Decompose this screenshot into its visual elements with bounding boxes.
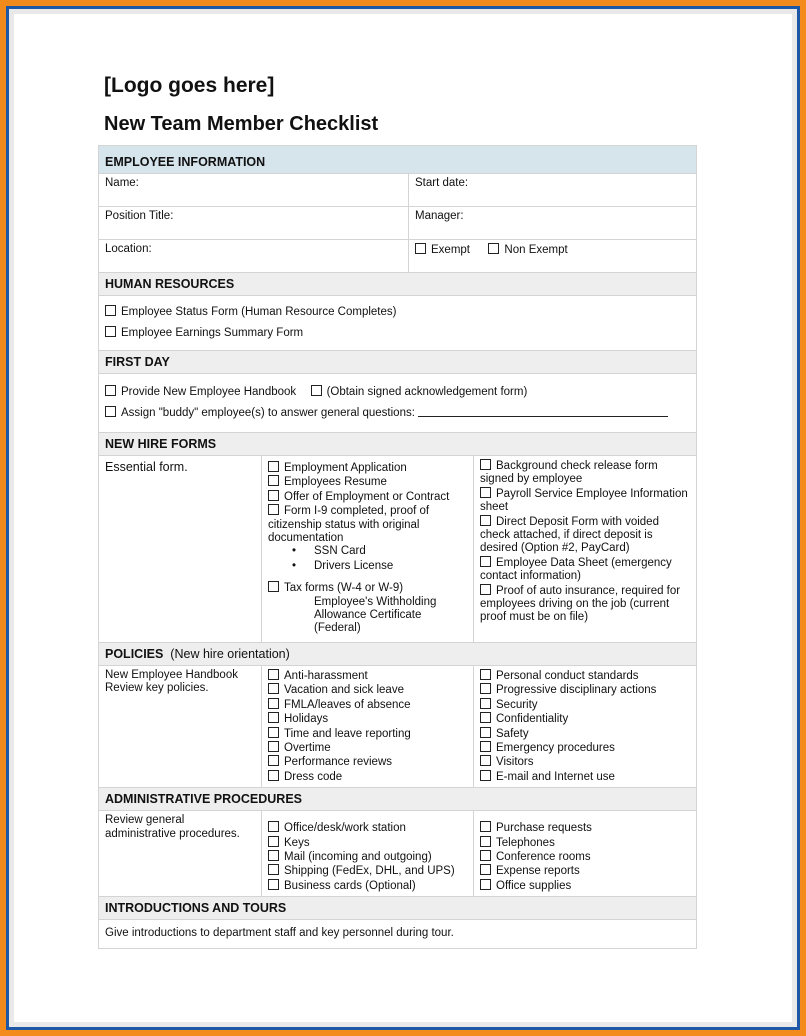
list-item: Overtime (268, 741, 467, 755)
list-item: Shipping (FedEx, DHL, and UPS) (268, 864, 467, 878)
checkbox[interactable] (480, 712, 491, 723)
position-title-field[interactable] (99, 207, 409, 240)
checkbox[interactable] (480, 741, 491, 752)
list-item: Employees Resume (268, 475, 467, 489)
checkbox[interactable] (268, 879, 279, 890)
checkbox[interactable] (480, 727, 491, 738)
checkbox[interactable] (268, 461, 279, 472)
checkbox[interactable] (268, 836, 279, 847)
location-field[interactable] (99, 240, 409, 273)
checkbox[interactable] (311, 385, 322, 396)
list-item: Employee Data Sheet (emergency (480, 556, 690, 570)
list-item: Payroll Service Employee Information (480, 487, 690, 501)
list-item: Conference rooms (480, 850, 690, 864)
list-item: Form I-9 completed, proof of (268, 504, 467, 518)
checkbox[interactable] (480, 836, 491, 847)
section-new-hire-forms (99, 433, 697, 456)
intros-text: Give introductions to department staff and key personnel during tour. (99, 920, 697, 948)
section-human-resources (99, 273, 697, 296)
document-title: New Team Member Checklist (104, 113, 379, 135)
list-item: Security (480, 698, 690, 712)
checkbox[interactable] (480, 556, 491, 567)
non-exempt-checkbox[interactable] (488, 243, 499, 254)
list-item: Safety (480, 727, 690, 741)
checkbox[interactable] (105, 326, 116, 337)
exempt-label: Exempt (431, 244, 470, 256)
section-heading: EMPLOYEE INFORMATION (99, 146, 697, 174)
checkbox[interactable] (268, 741, 279, 752)
checkbox[interactable] (480, 669, 491, 680)
checkbox[interactable] (268, 698, 279, 709)
checkbox[interactable] (480, 864, 491, 875)
section-administrative-procedures (99, 788, 697, 811)
policies-list-a (262, 665, 474, 787)
name-field[interactable] (99, 174, 409, 207)
list-item: Assign "buddy" employee(s) to answer general questions: (105, 403, 690, 424)
list-item: FMLA/leaves of absence (268, 698, 467, 712)
essential-form-label: Essential form. (99, 456, 262, 643)
section-heading: FIRST DAY (99, 351, 697, 374)
checkbox[interactable] (480, 698, 491, 709)
manager-label: Manager: (415, 210, 464, 222)
list-item: Proof of auto insurance, required for (480, 584, 690, 598)
section-heading: ADMINISTRATIVE PROCEDURES (99, 788, 697, 811)
checkbox[interactable] (268, 770, 279, 781)
section-policies (99, 642, 697, 665)
checkbox[interactable] (268, 755, 279, 766)
checkbox[interactable] (268, 712, 279, 723)
list-item: Office supplies (480, 879, 690, 893)
list-item: Time and leave reporting (268, 727, 467, 741)
section-heading: HUMAN RESOURCES (99, 273, 697, 296)
checkbox[interactable] (480, 879, 491, 890)
manager-field[interactable] (409, 207, 697, 240)
list-item: Telephones (480, 836, 690, 850)
checkbox[interactable] (268, 669, 279, 680)
checkbox[interactable] (480, 515, 491, 526)
list-item: Provide New Employee Handbook (Obtain signed acknowledgement form) (105, 382, 690, 403)
list-item: Employment Application (268, 461, 467, 475)
list-item: Offer of Employment or Contract (268, 490, 467, 504)
section-heading: NEW HIRE FORMS (99, 433, 697, 456)
location-label: Location: (105, 243, 152, 255)
list-item: Mail (incoming and outgoing) (268, 850, 467, 864)
checkbox[interactable] (105, 385, 116, 396)
checkbox[interactable] (268, 850, 279, 861)
section-heading: INTRODUCTIONS AND TOURS (99, 897, 697, 920)
list-item: Business cards (Optional) (268, 879, 467, 893)
list-item: Performance reviews (268, 755, 467, 769)
checkbox[interactable] (480, 459, 491, 470)
checkbox[interactable] (480, 487, 491, 498)
position-title-label: Position Title: (105, 210, 174, 222)
checkbox[interactable] (105, 406, 116, 417)
checkbox[interactable] (268, 821, 279, 832)
policies-list-b (474, 665, 697, 787)
list-item: Keys (268, 836, 467, 850)
list-item: Purchase requests (480, 821, 690, 835)
list-item: Employee Earnings Summary Form (105, 323, 690, 344)
checkbox[interactable] (268, 504, 279, 515)
admin-list-a (262, 811, 474, 897)
checklist-table: EMPLOYEE INFORMATION Name: Start date: Position Title: Manager: Location: Exempt Non Exempt HUMAN RESOURCES Employee Status Form (Human Resource Completes) Employee Earnings Summary Form FIRST DAY Provide New Employee Handbook (Obtain signed acknowledgement form) Assign "buddy" employee(s) to answer general questions: NEW HIRE FORMS Essential form. Employment Application Employees Resume Offer of Employment or Contract Form I-9 completed, proof of citizenship status with original documentation • SSN Card • Drivers License Tax forms (W-4 or W-9) Employee's Withholding Allowance Certificate (Federal) Background check release form signed by employee Payroll Service Employee Information sheet Direct Deposit Form with voided check attached, if direct deposit is desired (Option #2, PayCard) Employee Data Sheet (emergency contact information) Proof of auto insurance, required for employees driving on the job (current proof must be on file) POLICIES (New hire orientation) New Employee Handbook Review key policies. Anti-harassment Vacation and sick leave FMLA/leaves of absence Holidays Time and leave reporting Overtime Performance reviews Dress code Personal conduct standards Progressive disciplinary actions Security Confidentiality Safety Emergency procedures Visitors E-mail and Internet use ADMINISTRATIVE PROCEDURES Review general administrative procedures. Office/desk/work station Keys Mail (incoming and outgoing) Shipping (FedEx, DHL, and UPS) Business cards (Optional) Purchase requests Telephones Conference rooms Expense reports Office supplies INTRODUCTIONS AND TOURS Give introductions to department staff and key personnel during tour. (98, 145, 697, 949)
start-date-label: Start date: (415, 177, 469, 189)
list-item: Employee Status Form (Human Resource Completes) (105, 302, 690, 323)
checkbox[interactable] (268, 683, 279, 694)
bullet-item: • Drivers License (292, 559, 394, 572)
list-item: Visitors (480, 755, 690, 769)
list-item: Confidentiality (480, 712, 690, 726)
logo-placeholder: [Logo goes here] (104, 74, 275, 97)
checkbox[interactable] (480, 850, 491, 861)
list-item: Personal conduct standards (480, 669, 690, 683)
name-label: Name: (105, 177, 139, 189)
list-item: Expense reports (480, 864, 690, 878)
checkbox[interactable] (105, 305, 116, 316)
section-introductions-and-tours (99, 897, 697, 920)
list-item: Holidays (268, 712, 467, 726)
exempt-checkbox[interactable] (415, 243, 426, 254)
checkbox[interactable] (480, 821, 491, 832)
section-first-day (99, 351, 697, 374)
checkbox[interactable] (268, 581, 279, 592)
start-date-field[interactable] (409, 174, 697, 207)
checkbox[interactable] (480, 584, 491, 595)
list-item: Progressive disciplinary actions (480, 683, 690, 697)
admin-list-b (474, 811, 697, 897)
section-employee-information (99, 146, 697, 174)
list-item: Direct Deposit Form with voided (480, 515, 690, 529)
checkbox[interactable] (268, 727, 279, 738)
list-item: Dress code (268, 770, 467, 784)
checkbox[interactable] (268, 475, 279, 486)
bullet-item: • SSN Card (292, 545, 366, 558)
list-item: E-mail and Internet use (480, 770, 690, 784)
checkbox[interactable] (480, 770, 491, 781)
list-item: Anti-harassment (268, 669, 467, 683)
checkbox[interactable] (480, 683, 491, 694)
section-heading: POLICIES (105, 646, 164, 661)
buddy-blank-line[interactable] (418, 406, 668, 417)
checkbox[interactable] (480, 755, 491, 766)
list-item: Office/desk/work station (268, 821, 467, 835)
list-item: Tax forms (W-4 or W-9) (268, 581, 467, 595)
checkbox[interactable] (268, 490, 279, 501)
checkbox[interactable] (268, 864, 279, 875)
list-item: Vacation and sick leave (268, 683, 467, 697)
section-subheading: (New hire orientation) (170, 646, 290, 661)
list-item: Emergency procedures (480, 741, 690, 755)
non-exempt-label: Non Exempt (504, 244, 568, 256)
list-item: Background check release form (480, 459, 690, 473)
